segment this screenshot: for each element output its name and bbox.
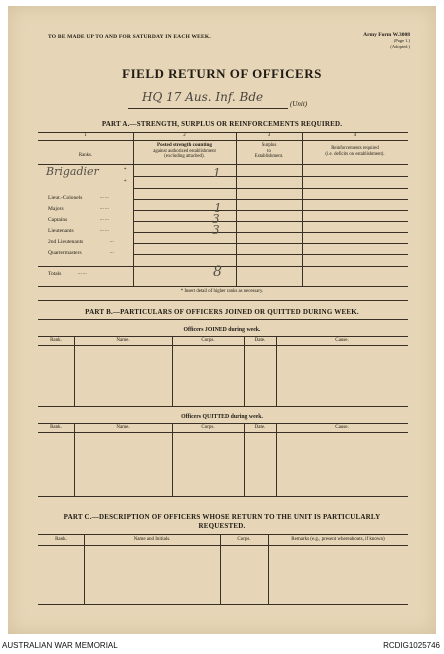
quitted-vline (172, 423, 173, 496)
part-b-heading: PART B.—PARTICULARS OF OFFICERS JOINED OR QUITTED DURING WEEK. (85, 308, 359, 316)
footnote: * Insert detail of higher ranks as necessary. (180, 289, 264, 294)
row-rule (133, 210, 408, 211)
partc-col-name: Name and Initials. (133, 537, 171, 542)
quitted-vline (74, 423, 75, 496)
part-a-heading: PART A.—STRENGTH, SURPLUS OR REINFORCEMENTS REQUIRED. (101, 120, 343, 128)
posted-value: 1 (214, 201, 222, 215)
partc-vline (220, 534, 221, 604)
part-b-top-rule (38, 319, 408, 320)
part-a-vline-2 (236, 132, 237, 286)
part-a-vline-1 (133, 132, 134, 286)
quitted-title: Officers QUITTED during week. (181, 414, 263, 420)
part-a-bottom-rule (38, 286, 408, 287)
top-note: TO BE MADE UP TO AND FOR SATURDAY IN EACH WEEK. (48, 34, 211, 40)
row-rule (133, 176, 408, 177)
rank-label: Lieut.-Colonels (48, 195, 83, 201)
rank-dots: ... ... (100, 206, 109, 211)
row-rule (133, 221, 408, 222)
quitted-col-rank: Rank. (50, 425, 62, 430)
col-head-ranks: Ranks. (78, 153, 93, 158)
rank-dots: ... ... (100, 217, 109, 222)
rank-label: Lieutenants (48, 228, 74, 234)
part-a-vline-3 (302, 132, 303, 286)
joined-bottom-rule (38, 406, 408, 407)
partc-header-rule (38, 545, 408, 546)
rank-star: * (124, 180, 127, 185)
joined-col-cause: Cause. (335, 338, 349, 343)
page-title: FIELD RETURN OF OFFICERS (122, 66, 322, 81)
col-num-1: 1 (84, 133, 87, 138)
joined-header-rule (38, 345, 408, 346)
totals-value: 8 (213, 264, 222, 280)
quitted-title-rule (38, 423, 408, 424)
col-head-posted (133, 143, 236, 160)
posted-value: 3 (212, 223, 220, 237)
row-rule (133, 243, 408, 244)
row-rule (133, 232, 408, 233)
quitted-col-cause: Cause. (335, 425, 349, 430)
joined-title: Officers JOINED during week. (183, 327, 261, 333)
joined-col-name: Name. (116, 338, 130, 343)
col-head-surplus-l1: Surplus (261, 143, 277, 148)
rank-dots: ... (110, 250, 114, 255)
partc-col-remarks: Remarks (e.g., present whereabouts, if known) (291, 537, 385, 542)
quitted-col-name: Name. (116, 425, 130, 430)
joined-title-rule (38, 336, 408, 337)
quitted-col-date: Date. (254, 425, 266, 430)
partc-vline (84, 534, 85, 604)
joined-vline (172, 336, 173, 406)
page-label: (Page 1.) (393, 38, 410, 43)
partc-bottom-rule (38, 604, 408, 605)
col-head-surplus-l3: Establishment. (254, 154, 284, 159)
rank-label: 2nd Lieutenants (48, 239, 84, 245)
totals-rule (38, 266, 408, 267)
row-rule (133, 199, 408, 200)
col-head-reinf-l2: (i.e. deficits on establishment). (325, 151, 385, 157)
part-c-heading-l2: REQUESTED. (198, 522, 246, 530)
unit-handwritten: HQ 17 Aus. Inf. Bde (142, 90, 264, 104)
rank-star: * (124, 168, 127, 173)
quitted-vline (276, 423, 277, 496)
partc-col-corps: Corps. (237, 537, 251, 542)
rank-handwritten: Brigadier (46, 165, 99, 178)
army-form-label: Army Form W.3008 (363, 32, 410, 38)
part-c-top-rule (38, 534, 408, 535)
part-c-heading (8, 513, 436, 531)
posted-value: 3 (212, 212, 220, 226)
col-head-posted-l2: against authorized establishment (153, 148, 216, 154)
form-paper (8, 6, 436, 634)
footer-id: RCDIG1025746 (383, 641, 440, 650)
rank-dots: ... ... (100, 195, 109, 200)
adopted-label: (Adopted.) (390, 44, 410, 49)
joined-col-date: Date. (254, 338, 266, 343)
quitted-col-corps: Corps. (201, 425, 215, 430)
form-number (363, 32, 410, 50)
rank-label: Captains (48, 217, 68, 223)
joined-vline (276, 336, 277, 406)
partc-vline (268, 534, 269, 604)
rank-dots: ... ... (100, 228, 109, 233)
col-num-2: 2 (183, 133, 186, 138)
partc-col-rank: Rank. (55, 537, 67, 542)
joined-vline (74, 336, 75, 406)
quitted-vline (244, 423, 245, 496)
rank-label: Majors (48, 206, 64, 212)
unit-label: (Unit) (290, 100, 308, 108)
joined-col-rank: Rank. (50, 338, 62, 343)
section-divider (38, 300, 408, 301)
col-num-4: 4 (353, 133, 357, 138)
quitted-header-rule (38, 432, 408, 433)
joined-col-corps: Corps. (201, 338, 215, 343)
row-rule (133, 254, 408, 255)
part-a-num-rule (38, 140, 408, 141)
joined-vline (244, 336, 245, 406)
col-head-surplus (236, 143, 302, 160)
totals-dots: ... ... (78, 271, 87, 276)
part-c-heading-l1: PART C.—DESCRIPTION OF OFFICERS WHOSE RETURN TO THE UNIT IS PARTICULARLY (63, 513, 381, 521)
footer-credit: AUSTRALIAN WAR MEMORIAL (2, 641, 118, 650)
col-head-reinforcements (302, 146, 408, 157)
col-head-posted-l1: Posted strength counting (157, 142, 212, 148)
totals-label: Totals (48, 271, 62, 277)
col-head-reinf-l1: Reinforcements required (331, 146, 379, 151)
quitted-bottom-rule (38, 496, 408, 497)
col-num-3: 3 (267, 133, 271, 138)
rank-dots: ... (110, 239, 114, 244)
row-rule (133, 188, 408, 189)
col-head-posted-l3: (excluding attached). (164, 154, 205, 159)
posted-value: 1 (213, 166, 221, 180)
rank-label: Quartermasters (48, 250, 82, 256)
col-head-surplus-l2: to (267, 148, 271, 154)
